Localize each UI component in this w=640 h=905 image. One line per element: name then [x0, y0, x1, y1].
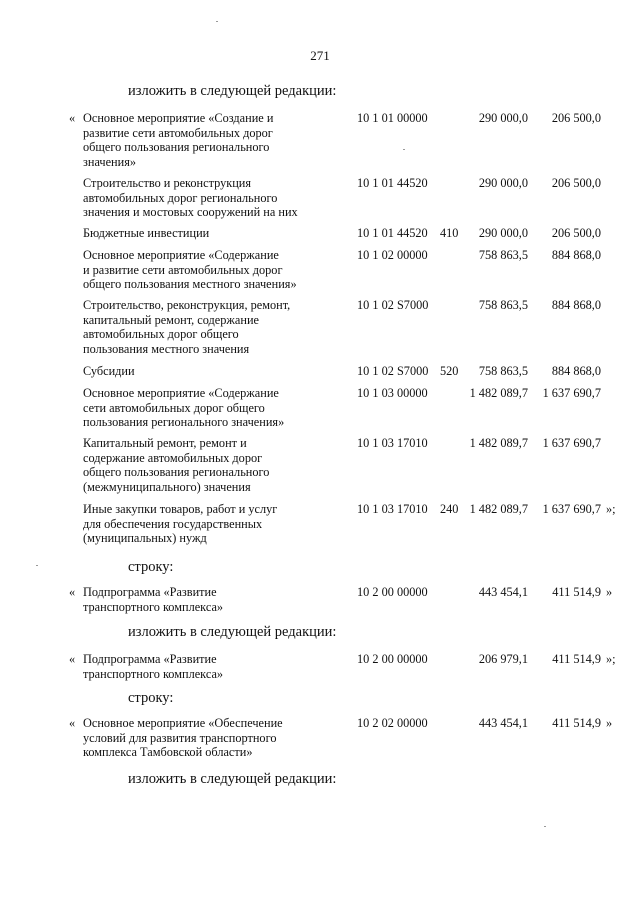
row-value-2: 206 500,0	[551, 176, 601, 190]
row-code: 10 1 03 00000	[357, 386, 428, 400]
row-name: Бюджетные инвестиции	[83, 226, 210, 240]
row-name: Основное мероприятие «Содержание сети автомобильных дорог общего пользования регионального значения»	[83, 386, 285, 430]
row-value-2: 411 514,9	[552, 585, 601, 599]
row-expense-type: 240	[440, 502, 459, 516]
row-value-1: 290 000,0	[478, 226, 528, 240]
row-code: 10 2 00 00000	[357, 585, 428, 599]
heading-edit-2: изложить в следующей редакции:	[128, 624, 337, 640]
row-value-2: 411 514,9	[552, 716, 601, 730]
close-quote: »	[606, 585, 613, 599]
row-value-2: 206 500,0	[551, 226, 601, 240]
row-code: 10 1 02 00000	[357, 248, 428, 262]
row-value-1: 758 863,5	[478, 248, 528, 262]
row-code: 10 1 01 00000	[357, 111, 428, 125]
row-code: 10 1 01 44520	[357, 226, 428, 240]
open-quote: «	[69, 652, 76, 666]
row-code: 10 1 01 44520	[357, 176, 428, 190]
heading-line-2: строку:	[128, 690, 174, 706]
row-value-1: 206 979,1	[478, 652, 528, 666]
row-name: Строительство и реконструкция автомобильных дорог регионального значения и мостовых сооружений на них	[83, 176, 298, 220]
row-name: Основное мероприятие «Содержание и развитие сети автомобильных дорог общего пользования местного значения»	[83, 248, 297, 292]
row-value-2: 884 868,0	[551, 364, 601, 378]
row-value-1: 290 000,0	[478, 176, 528, 190]
scan-speck	[403, 149, 405, 150]
row-name: Подпрограмма «Развитие транспортного комплекса»	[83, 585, 224, 614]
row-value-2: 411 514,9	[552, 652, 601, 666]
heading-edit-3: изложить в следующей редакции:	[128, 771, 337, 787]
row-value-2: 206 500,0	[551, 111, 601, 125]
page-number: 271	[310, 48, 330, 63]
row-name: Подпрограмма «Развитие транспортного комплекса»	[83, 652, 224, 681]
row-code: 10 1 03 17010	[357, 502, 428, 516]
row-name: Строительство, реконструкция, ремонт, капитальный ремонт, содержание автомобильных дорог общего пользования местного значения	[83, 298, 291, 356]
scan-speck	[216, 21, 218, 22]
row-value-1: 1 482 089,7	[469, 386, 528, 400]
row-code: 10 1 03 17010	[357, 436, 428, 450]
row-value-2: 1 637 690,7	[542, 386, 601, 400]
heading-line-1: строку:	[128, 559, 174, 575]
row-code: 10 1 02 S7000	[357, 298, 429, 312]
row-expense-type: 410	[440, 226, 459, 240]
row-expense-type: 520	[440, 364, 459, 378]
row-name: Основное мероприятие «Создание и развитие сети автомобильных дорог общего пользования регионального значения»	[83, 111, 274, 169]
scan-speck	[36, 565, 38, 566]
row-value-1: 1 482 089,7	[469, 502, 528, 516]
row-code: 10 2 02 00000	[357, 716, 428, 730]
row-name: Иные закупки товаров, работ и услуг для обеспечения государственных (муниципальных) нужд	[83, 502, 278, 546]
row-value-1: 758 863,5	[478, 298, 528, 312]
open-quote: «	[69, 111, 76, 125]
row-code: 10 1 02 S7000	[357, 364, 429, 378]
row-name: Капитальный ремонт, ремонт и содержание автомобильных дорог общего пользования регионального (межмуниципального) значения	[83, 436, 270, 494]
row-value-2: 1 637 690,7	[542, 436, 601, 450]
row-value-2: 884 868,0	[551, 248, 601, 262]
open-quote: «	[69, 585, 76, 599]
row-code: 10 2 00 00000	[357, 652, 428, 666]
row-name: Основное мероприятие «Обеспечение условий для развития транспортного комплекса Тамбовской области»	[83, 716, 283, 760]
row-value-1: 758 863,5	[478, 364, 528, 378]
heading-edit-1: изложить в следующей редакции:	[128, 83, 337, 99]
row-value-1: 290 000,0	[478, 111, 528, 125]
row-value-1: 1 482 089,7	[469, 436, 528, 450]
close-quote: »;	[606, 652, 616, 666]
row-value-1: 443 454,1	[478, 585, 528, 599]
row-value-1: 443 454,1	[478, 716, 528, 730]
open-quote: «	[69, 716, 76, 730]
close-quote: »	[606, 716, 613, 730]
row-value-2: 884 868,0	[551, 298, 601, 312]
row-name: Субсидии	[83, 364, 135, 378]
scan-speck	[544, 826, 546, 827]
row-value-2: 1 637 690,7	[542, 502, 601, 516]
close-quote: »;	[606, 502, 616, 516]
